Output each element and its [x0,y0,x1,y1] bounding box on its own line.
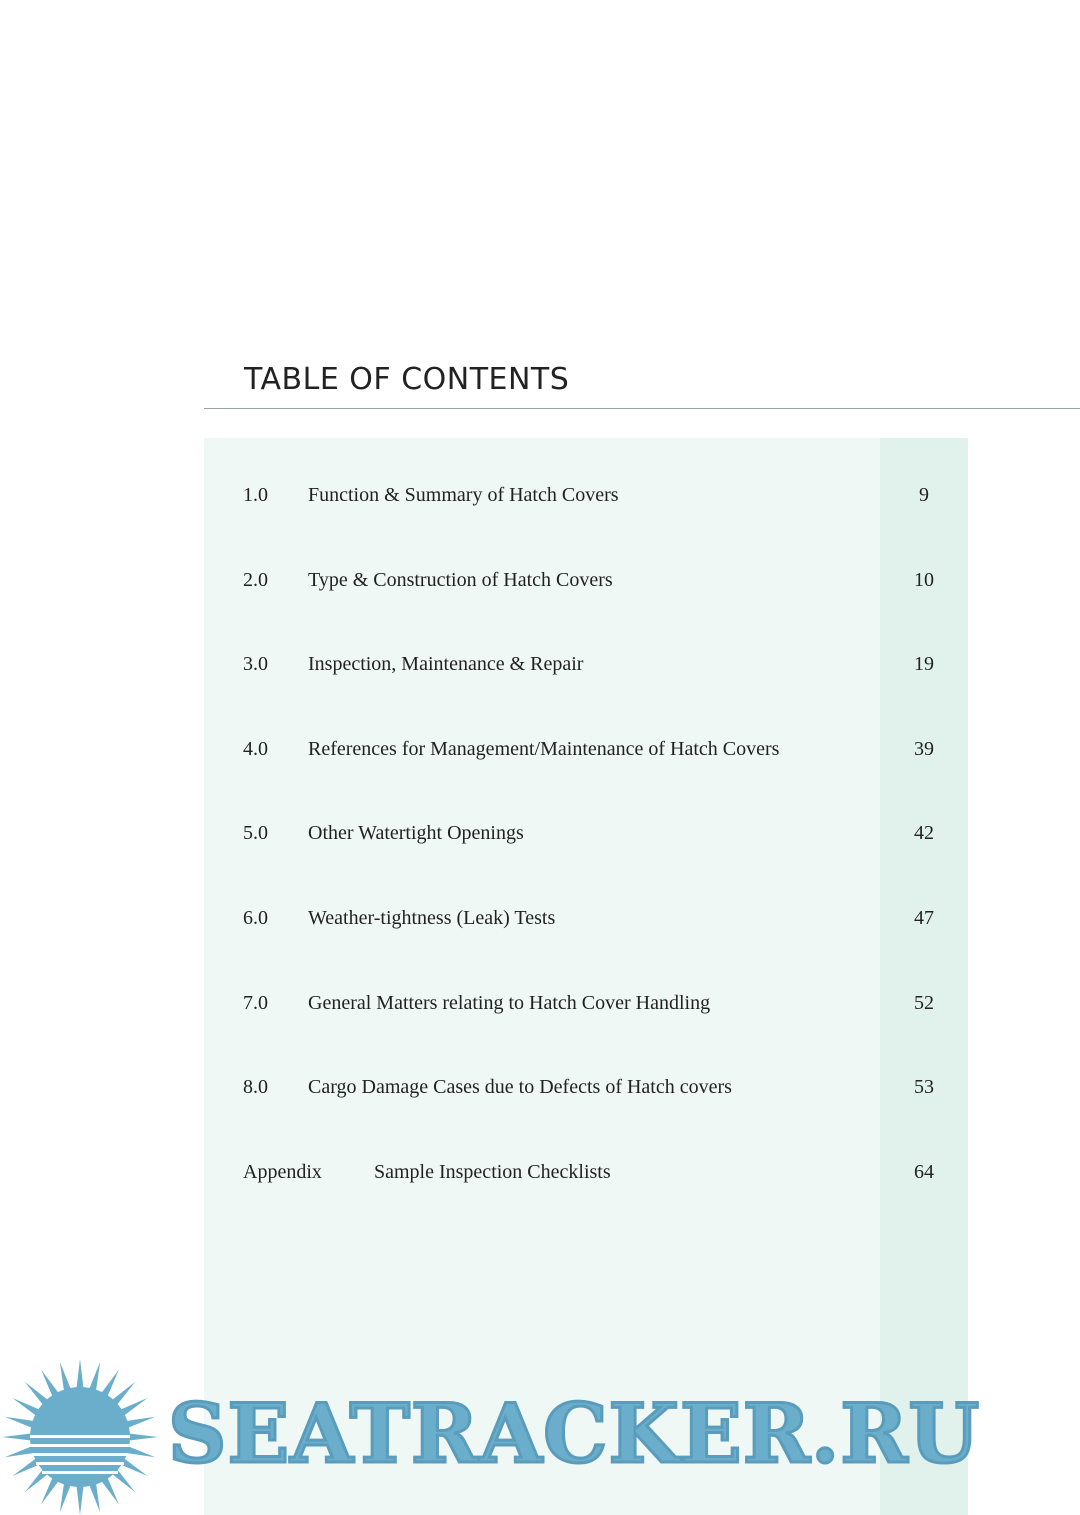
toc-entry[interactable] [0,480,1080,510]
toc-entry-page: 19 [914,653,934,675]
toc-entry[interactable] [0,649,1080,679]
watermark-text: SEATRACKER.RU [168,1387,981,1482]
toc-entry-page: 52 [914,992,934,1014]
toc-panel [204,438,880,1515]
heading-divider [204,408,1080,409]
toc-entry[interactable] [0,818,1080,848]
sun-ray [2,1433,34,1441]
toc-entry-number: Appendix [243,1161,322,1183]
toc-entry-page: 53 [914,1076,934,1098]
toc-entry-number: 6.0 [243,907,268,929]
sun-ray [126,1433,158,1441]
toc-entry[interactable] [0,988,1080,1018]
toc-entry[interactable] [0,1072,1080,1102]
toc-entry-page: 47 [914,907,934,929]
toc-entry-title: Cargo Damage Cases due to Defects of Hatch covers [308,1076,732,1098]
page-number-column [880,438,968,1515]
toc-entry[interactable] [0,734,1080,764]
toc-entry-page: 10 [914,569,934,591]
toc-entry-page: 64 [914,1161,934,1183]
toc-entry-page: 42 [914,822,934,844]
toc-entry-title: Weather-tightness (Leak) Tests [308,907,556,929]
toc-entry-number: 7.0 [243,992,268,1014]
toc-entry-title: References for Management/Maintenance of Hatch Covers [308,738,780,760]
toc-entry-title: General Matters relating to Hatch Cover Handling [308,992,711,1014]
toc-entry-page: 9 [919,484,929,506]
toc-entry-number: 3.0 [243,653,268,675]
toc-entry-number: 1.0 [243,484,268,506]
toc-entry-title: Other Watertight Openings [308,822,524,844]
sun-ray [76,1483,84,1515]
toc-entry-number: 8.0 [243,1076,268,1098]
toc-entry-title: Function & Summary of Hatch Covers [308,484,619,506]
toc-entry-appendix[interactable] [0,1157,1080,1187]
toc-entry-title: Sample Inspection Checklists [374,1161,611,1183]
page-title: TABLE OF CONTENTS [244,362,570,397]
toc-entry-number: 4.0 [243,738,268,760]
toc-entry-number: 5.0 [243,822,268,844]
toc-entry-title: Type & Construction of Hatch Covers [308,569,613,591]
toc-entry-page: 39 [914,738,934,760]
toc-entry[interactable] [0,903,1080,933]
toc-entry-title: Inspection, Maintenance & Repair [308,653,584,675]
sun-ray [76,1359,84,1391]
toc-entry-number: 2.0 [243,569,268,591]
toc-entry[interactable] [0,565,1080,595]
